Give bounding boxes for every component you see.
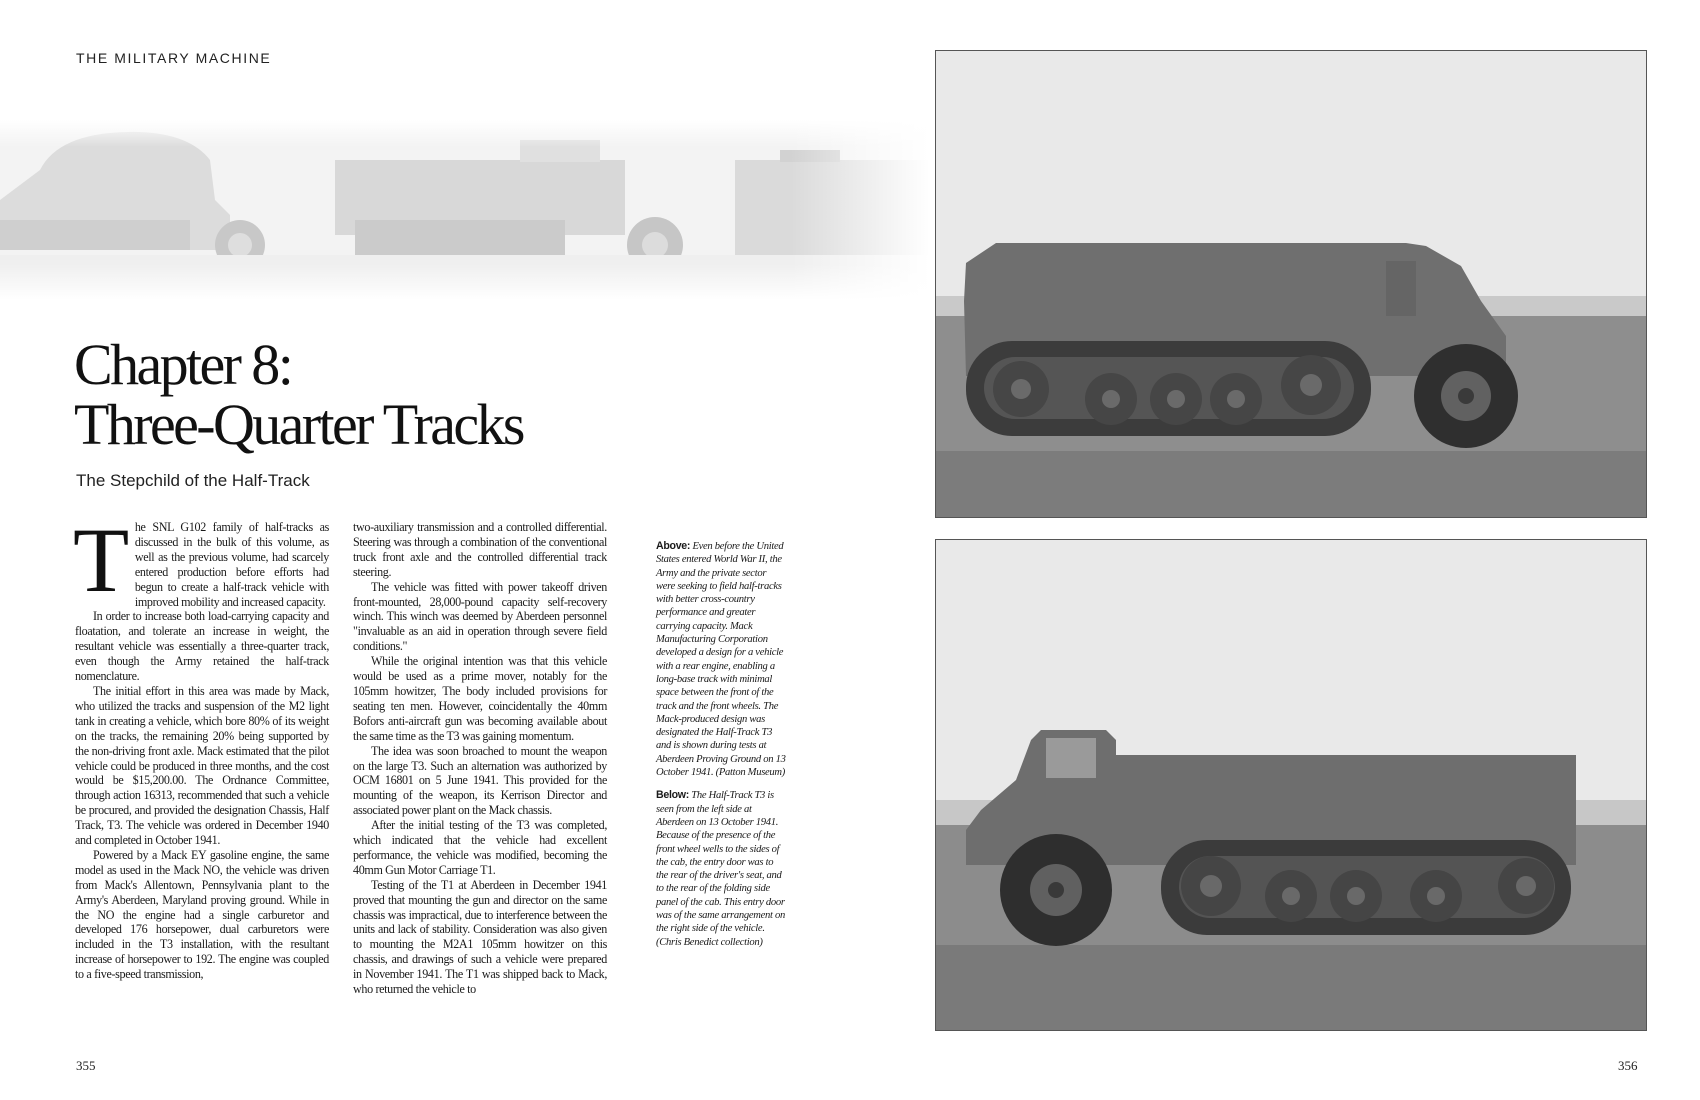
chapter-title-line1: Chapter 8: (74, 332, 292, 397)
body-paragraph: two-auxiliary transmission and a controlled differential. Steering was through a combination of the conventional truck front axle and the controlled differential track steering. (353, 520, 607, 579)
banner-vehicle-photo (0, 120, 930, 300)
body-column-1 (73, 509, 329, 982)
body-paragraph: In order to increase both load-carrying capacity and floatation, and tolerate an increase in weight, the resultant vehicle was essentially a three-quarter track, even though the Army retained the half-track nomenclature. (75, 609, 329, 684)
caption-below: Below: The Half-Track T3 is seen from the left side at Aberdeen on 13 October 1941. Because of the presence of the front wheel wells to the sides of the cab, the entry door was to the rear of the driver's seat, and to the rear of the folding side panel of the cab. This entry door was of the same arrangement on the right side of the vehicle. (Chris Benedict collection) (656, 789, 786, 948)
photo-half-track-right-side (935, 50, 1647, 518)
body-paragraph: The initial effort in this area was made by Mack, who utilized the tracks and suspension of the M2 light tank in creating a vehicle, which bore 80% of its weight on the tracks, the remaining 20% being supported by the non-driving front axle. Mack estimated that the pilot vehicle could be produced in three months, and the cost would be $15,200.00. The Ordnance Committee, through action 16313, recommended that such a vehicle be procured, and provided the designation Chassis, Half Track, T3. The vehicle was ordered in December 1940 and completed in October 1941. (75, 683, 329, 848)
chapter-title (74, 332, 694, 457)
body-paragraph: The vehicle was fitted with power takeoff driven front-mounted, 28,000-pound capacity self-recovery winch. This winch was deemed by Aberdeen personnel "invaluable as an aid in operation through severe field conditions." (353, 579, 607, 654)
body-paragraph: Powered by a Mack EY gasoline engine, the same model as used in the Mack NO, the vehicle was driven from Mack's Allentown, Pennsylvania plant to the Army's Aberdeen, Maryland proving ground. While in the NO the engine had a single carburetor and developed 176 horsepower, dual carburetors were included in the T3 installation, with the resultant increase of horsepower to 192. The engine was coupled to a five-speed transmission, (75, 847, 329, 982)
page-number-left: 355 (76, 1058, 96, 1073)
body-paragraph: Testing of the T1 at Aberdeen in December 1941 proved that mounting the gun and director on the same chassis was impractical, due to interference between the units and lack of stability. Consideration was also given to mounting the M2A1 105mm howitzer on this chassis, and drawings of such a vehicle were prepared in November 1941. The T1 was shipped back to Mack, who returned the vehicle to (353, 877, 607, 997)
body-column-2 (353, 520, 607, 997)
chapter-subtitle: The Stepchild of the Half-Track (76, 471, 310, 490)
body-paragraph: While the original intention was that this vehicle would be used as a prime mover, notably for the 105mm howitzer, The body included provisions for seating ten men. However, coincidentally the 40mm Bofors anti-aircraft gun was becoming available about the same time as the T3 was gaining momentum. (353, 654, 607, 743)
page-number-right: 356 (1618, 1058, 1638, 1073)
caption-above: Above: Even before the United States entered World War II, the Army and the private sector were seeking to field half-tracks with better cross-country performance and greater carrying capacity. Mack Manufacturing Corporation developed a design for a vehicle with a rear engine, enabling a long-base track with minimal space between the front of the track and the front wheels. The Mack-produced design was designated the Half-Track T3 and is shown during tests at Aberdeen Proving Ground on 13 October 1941. (Patton Museum) (656, 540, 786, 779)
photo-half-track-left-side (935, 539, 1647, 1031)
drop-cap: T (73, 509, 129, 611)
body-paragraph: The SNL G102 family of half-tracks as discussed in the bulk of this volume, as well as the previous volume, had scarcely entered production before efforts had begun to create a half-track vehicle with improved mobility and increased capacity. (73, 509, 329, 611)
body-paragraph: The idea was soon broached to mount the weapon on the large T3. Such an alternation was authorized by OCM 16801 on 5 June 1941. This provided for the mounting of the weapon, its Kerrison Director and associated power plant on the Mack chassis. (353, 743, 607, 818)
photo-captions (656, 540, 786, 959)
body-paragraph: After the initial testing of the T3 was completed, which indicated that the vehicle had excellent performance, the vehicle was modified, becoming the 40mm Gun Motor Carriage T1. (353, 818, 607, 877)
running-head: THE MILITARY MACHINE (76, 50, 272, 66)
chapter-title-line2: Three-Quarter Tracks (74, 392, 523, 457)
